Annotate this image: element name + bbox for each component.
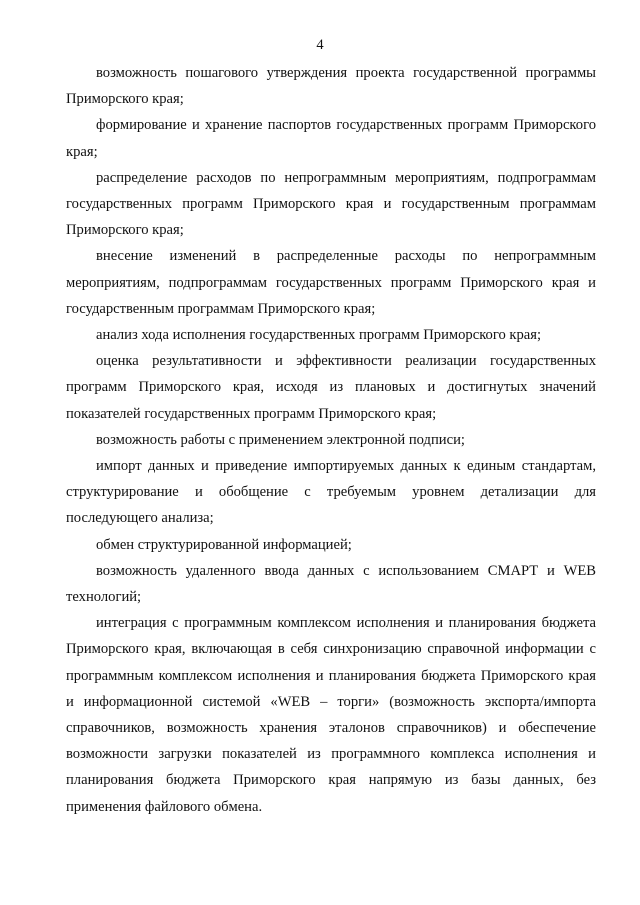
paragraph: обмен структурированной информацией; [96,536,352,553]
paragraph: интеграция с программным комплексом исполнения и планирования бюджета Приморского края, включающая в себя синхронизацию справочной информации с программным комплексом исполнения и планирования бюджета Приморского края и информационной системой «WEB – торги» (возможность экспорта/импорта справочников, возможность хранения эталонов справочников) и обеспечение возможности загрузки показателей из программного комплекса исполнения и планирования бюджета Приморского края напрямую из базы данных, без применения файлового обмена. [66,615,596,815]
paragraph: возможность пошагового утверждения проекта государственной программы Приморского края; [66,65,596,108]
page-number: 4 [316,37,324,53]
paragraph: внесение изменений в распределенные расходы по непрограммным мероприятиям, подпрограммам государственных программ Приморского края и государственным программам Приморского края; [66,248,596,317]
paragraph: распределение расходов по непрограммным мероприятиям, подпрограммам государственных программ Приморского края и государственным программам Приморского края; [66,169,596,239]
paragraph: формирование и хранение паспортов государственных программ Приморского края; [66,117,596,160]
document-body [66,60,596,820]
paragraph: возможность удаленного ввода данных с использованием СМАРТ и WEB технологий; [66,562,596,606]
paragraph: анализ хода исполнения государственных программ Приморского края; [96,327,542,344]
paragraph: возможность работы с применением электронной подписи; [96,431,465,448]
paragraph: оценка результативности и эффективности реализации государственных программ Приморского края, исходя из плановых и достигнутых значений показателей государственных программ Приморского края; [66,353,596,422]
paragraph: импорт данных и приведение импортируемых данных к единым стандартам, структурирование и обобщение с требуемым уровнем детализации для последующего анализа; [66,458,596,527]
